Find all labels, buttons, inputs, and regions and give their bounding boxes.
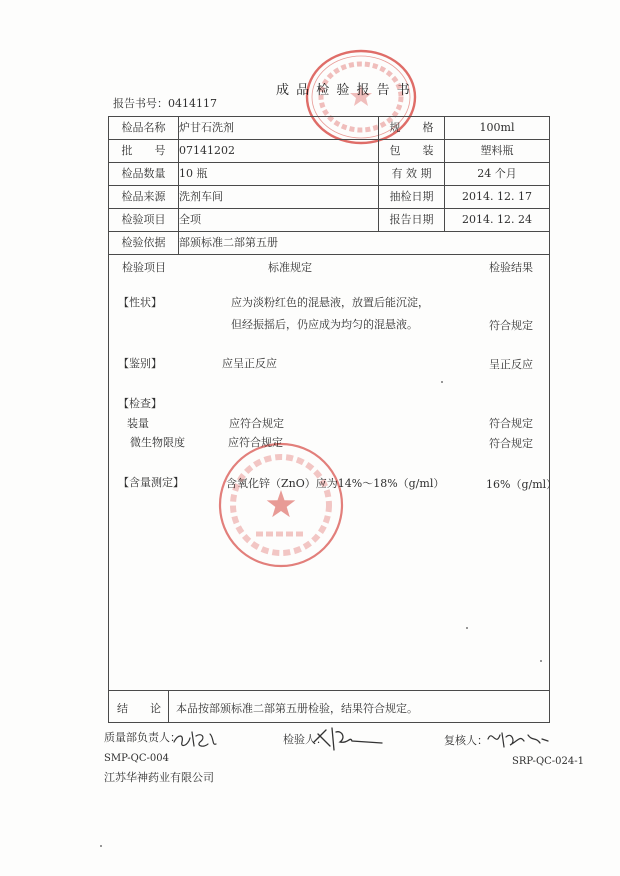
document-title: 成 品 检 验 报 告 书 — [276, 83, 412, 98]
company-name: 江苏华神药业有限公司 — [104, 771, 214, 784]
reviewer-signature — [486, 725, 552, 751]
table-row — [109, 140, 550, 163]
reviewer-label: 复核人： — [444, 734, 488, 747]
test-items-value: 全项 — [179, 209, 379, 232]
inspection-item-name: 微生物限度 — [130, 436, 185, 449]
product-name-value: 炉甘石洗剂 — [179, 117, 379, 140]
sample-quantity-value: 10 瓶 — [179, 163, 379, 186]
result-text: 符合规定 — [489, 437, 533, 450]
field-label: 检验依据 — [109, 232, 179, 255]
inspector-signature — [312, 722, 384, 754]
report-date-value: 2014. 12. 24 — [445, 209, 550, 232]
table-row — [109, 209, 550, 232]
field-label: 检品来源 — [109, 186, 179, 209]
result-text: 符合规定 — [489, 417, 533, 430]
scan-speck — [466, 627, 468, 629]
table-row — [109, 186, 550, 209]
scan-speck — [441, 381, 443, 383]
section-label-inspection: 【检查】 — [118, 397, 162, 410]
table-row — [109, 117, 550, 140]
info-table — [108, 116, 550, 255]
spec-value: 100ml — [445, 117, 550, 140]
conclusion-divider — [168, 691, 169, 722]
results-header-standard: 标准规定 — [268, 261, 312, 274]
section-label-assay: 【含量测定】 — [118, 476, 184, 489]
report-number — [113, 97, 217, 111]
table-row — [109, 232, 550, 255]
standard-text: 应呈正反应 — [222, 357, 277, 370]
standard-text: 但经振摇后，仍应成为均匀的混悬液。 — [231, 318, 418, 331]
standard-text: 应符合规定 — [229, 417, 284, 430]
form-code-right: SRP-QC-024-1 — [512, 756, 584, 767]
result-text: 呈正反应 — [489, 358, 533, 371]
report-number-label: 报告书号： — [113, 97, 168, 110]
packaging-value: 塑料瓶 — [445, 140, 550, 163]
field-label: 检品数量 — [109, 163, 179, 186]
sampling-date-value: 2014. 12. 17 — [445, 186, 550, 209]
results-header-result: 检验结果 — [489, 261, 533, 274]
scan-speck — [540, 660, 542, 662]
batch-number-value: 07141202 — [179, 140, 379, 163]
form-code-left: SMP-QC-004 — [104, 753, 169, 764]
field-label: 规 格 — [379, 117, 445, 140]
validity-value: 24 个月 — [445, 163, 550, 186]
standard-text: 应符合规定 — [228, 436, 283, 449]
qa-manager-label: 质量部负责人： — [104, 731, 181, 744]
sample-source-value: 洗剂车间 — [179, 186, 379, 209]
results-header-item: 检验项目 — [122, 261, 166, 274]
result-text: 16%（g/ml） — [486, 478, 558, 491]
section-label-identification: 【鉴别】 — [118, 357, 162, 370]
inspector-label: 检验人： — [283, 733, 327, 746]
test-basis-value: 部颁标准二部第五册 — [179, 232, 550, 255]
result-text: 符合规定 — [489, 319, 533, 332]
conclusion-text: 本品按部颁标准二部第五册检验，结果符合规定。 — [176, 702, 418, 715]
field-label: 检验项目 — [109, 209, 179, 232]
field-label: 检品名称 — [109, 117, 179, 140]
standard-text: 应为淡粉红色的混悬液，放置后能沉淀， — [231, 296, 429, 309]
field-label: 包 装 — [379, 140, 445, 163]
field-label: 批 号 — [109, 140, 179, 163]
field-label: 有 效 期 — [379, 163, 445, 186]
qa-manager-signature — [170, 724, 220, 752]
conclusion-label: 结 论 — [117, 702, 161, 715]
section-label-character: 【性状】 — [118, 296, 162, 309]
inspection-item-name: 装量 — [127, 417, 149, 430]
report-number-value: 0414117 — [168, 97, 217, 110]
scan-speck — [100, 845, 102, 847]
table-row — [109, 163, 550, 186]
field-label: 报告日期 — [379, 209, 445, 232]
field-label: 抽检日期 — [379, 186, 445, 209]
standard-text: 含氧化锌（ZnO）应为14%～18%（g/ml） — [226, 477, 445, 490]
